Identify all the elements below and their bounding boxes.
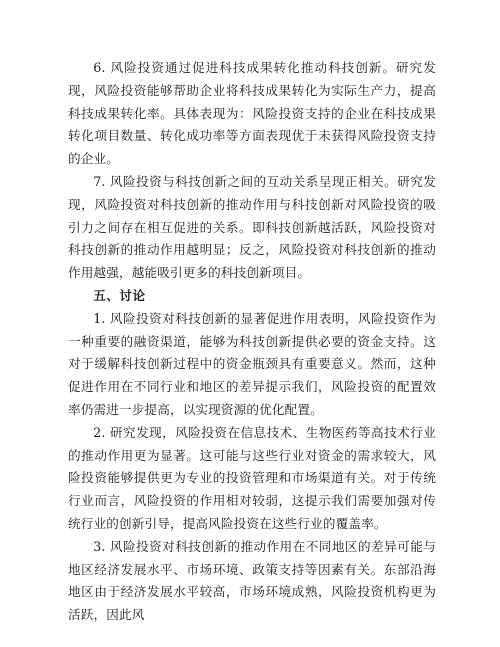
- document-body: [68, 57, 436, 627]
- discussion-paragraph-2: 2. 研究发现，风险投资在信息技术、生物医药等高技术行业的推动作用更为显著。这可能与这些行业对资金的需求较大，风险投资能够提供更为专业的投资管理和市场渠道有关。对于传统行业而言，风险投资的作用相对较弱，这提示我们需要加强对传统行业的创新引导，提高风险投资在这些行业的覆盖率。: [68, 424, 436, 531]
- discussion-paragraph-1: 1. 风险投资对科技创新的显著促进作用表明，风险投资作为一种重要的融资渠道，能够为科技创新提供必要的资金支持。这对于缓解科技创新过程中的资金瓶颈具有重要意义。然而，这种促进作用在不同行业和地区的差异提示我们，风险投资的配置效率仍需进一步提高，以实现资源的优化配置。: [68, 310, 436, 417]
- paragraph-6: 6. 风险投资通过促进科技成果转化推动科技创新。研究发现，风险投资能够帮助企业将科技成果转化为实际生产力，提高科技成果转化率。具体表现为：风险投资支持的企业在科技成果转化项目数量、转化成功率等方面表现优于未获得风险投资支持的企业。: [68, 60, 436, 167]
- section-heading-discussion: 五、讨论: [93, 287, 146, 303]
- discussion-paragraph-3: 3. 风险投资对科技创新的推动作用在不同地区的差异可能与地区经济发展水平、市场环境、政策支持等因素有关。东部沿海地区由于经济发展水平较高，市场环境成熟，风险投资机构更为活跃，因此风: [68, 538, 436, 623]
- paragraph-7: 7. 风险投资与科技创新之间的互动关系呈现正相关。研究发现，风险投资对科技创新的推动作用与科技创新对风险投资的吸引力之间存在相互促进的关系。即科技创新越活跃，风险投资对科技创新的推动作用越明显；反之，风险投资对科技创新的推动作用越强，越能吸引更多的科技创新项目。: [68, 173, 436, 281]
